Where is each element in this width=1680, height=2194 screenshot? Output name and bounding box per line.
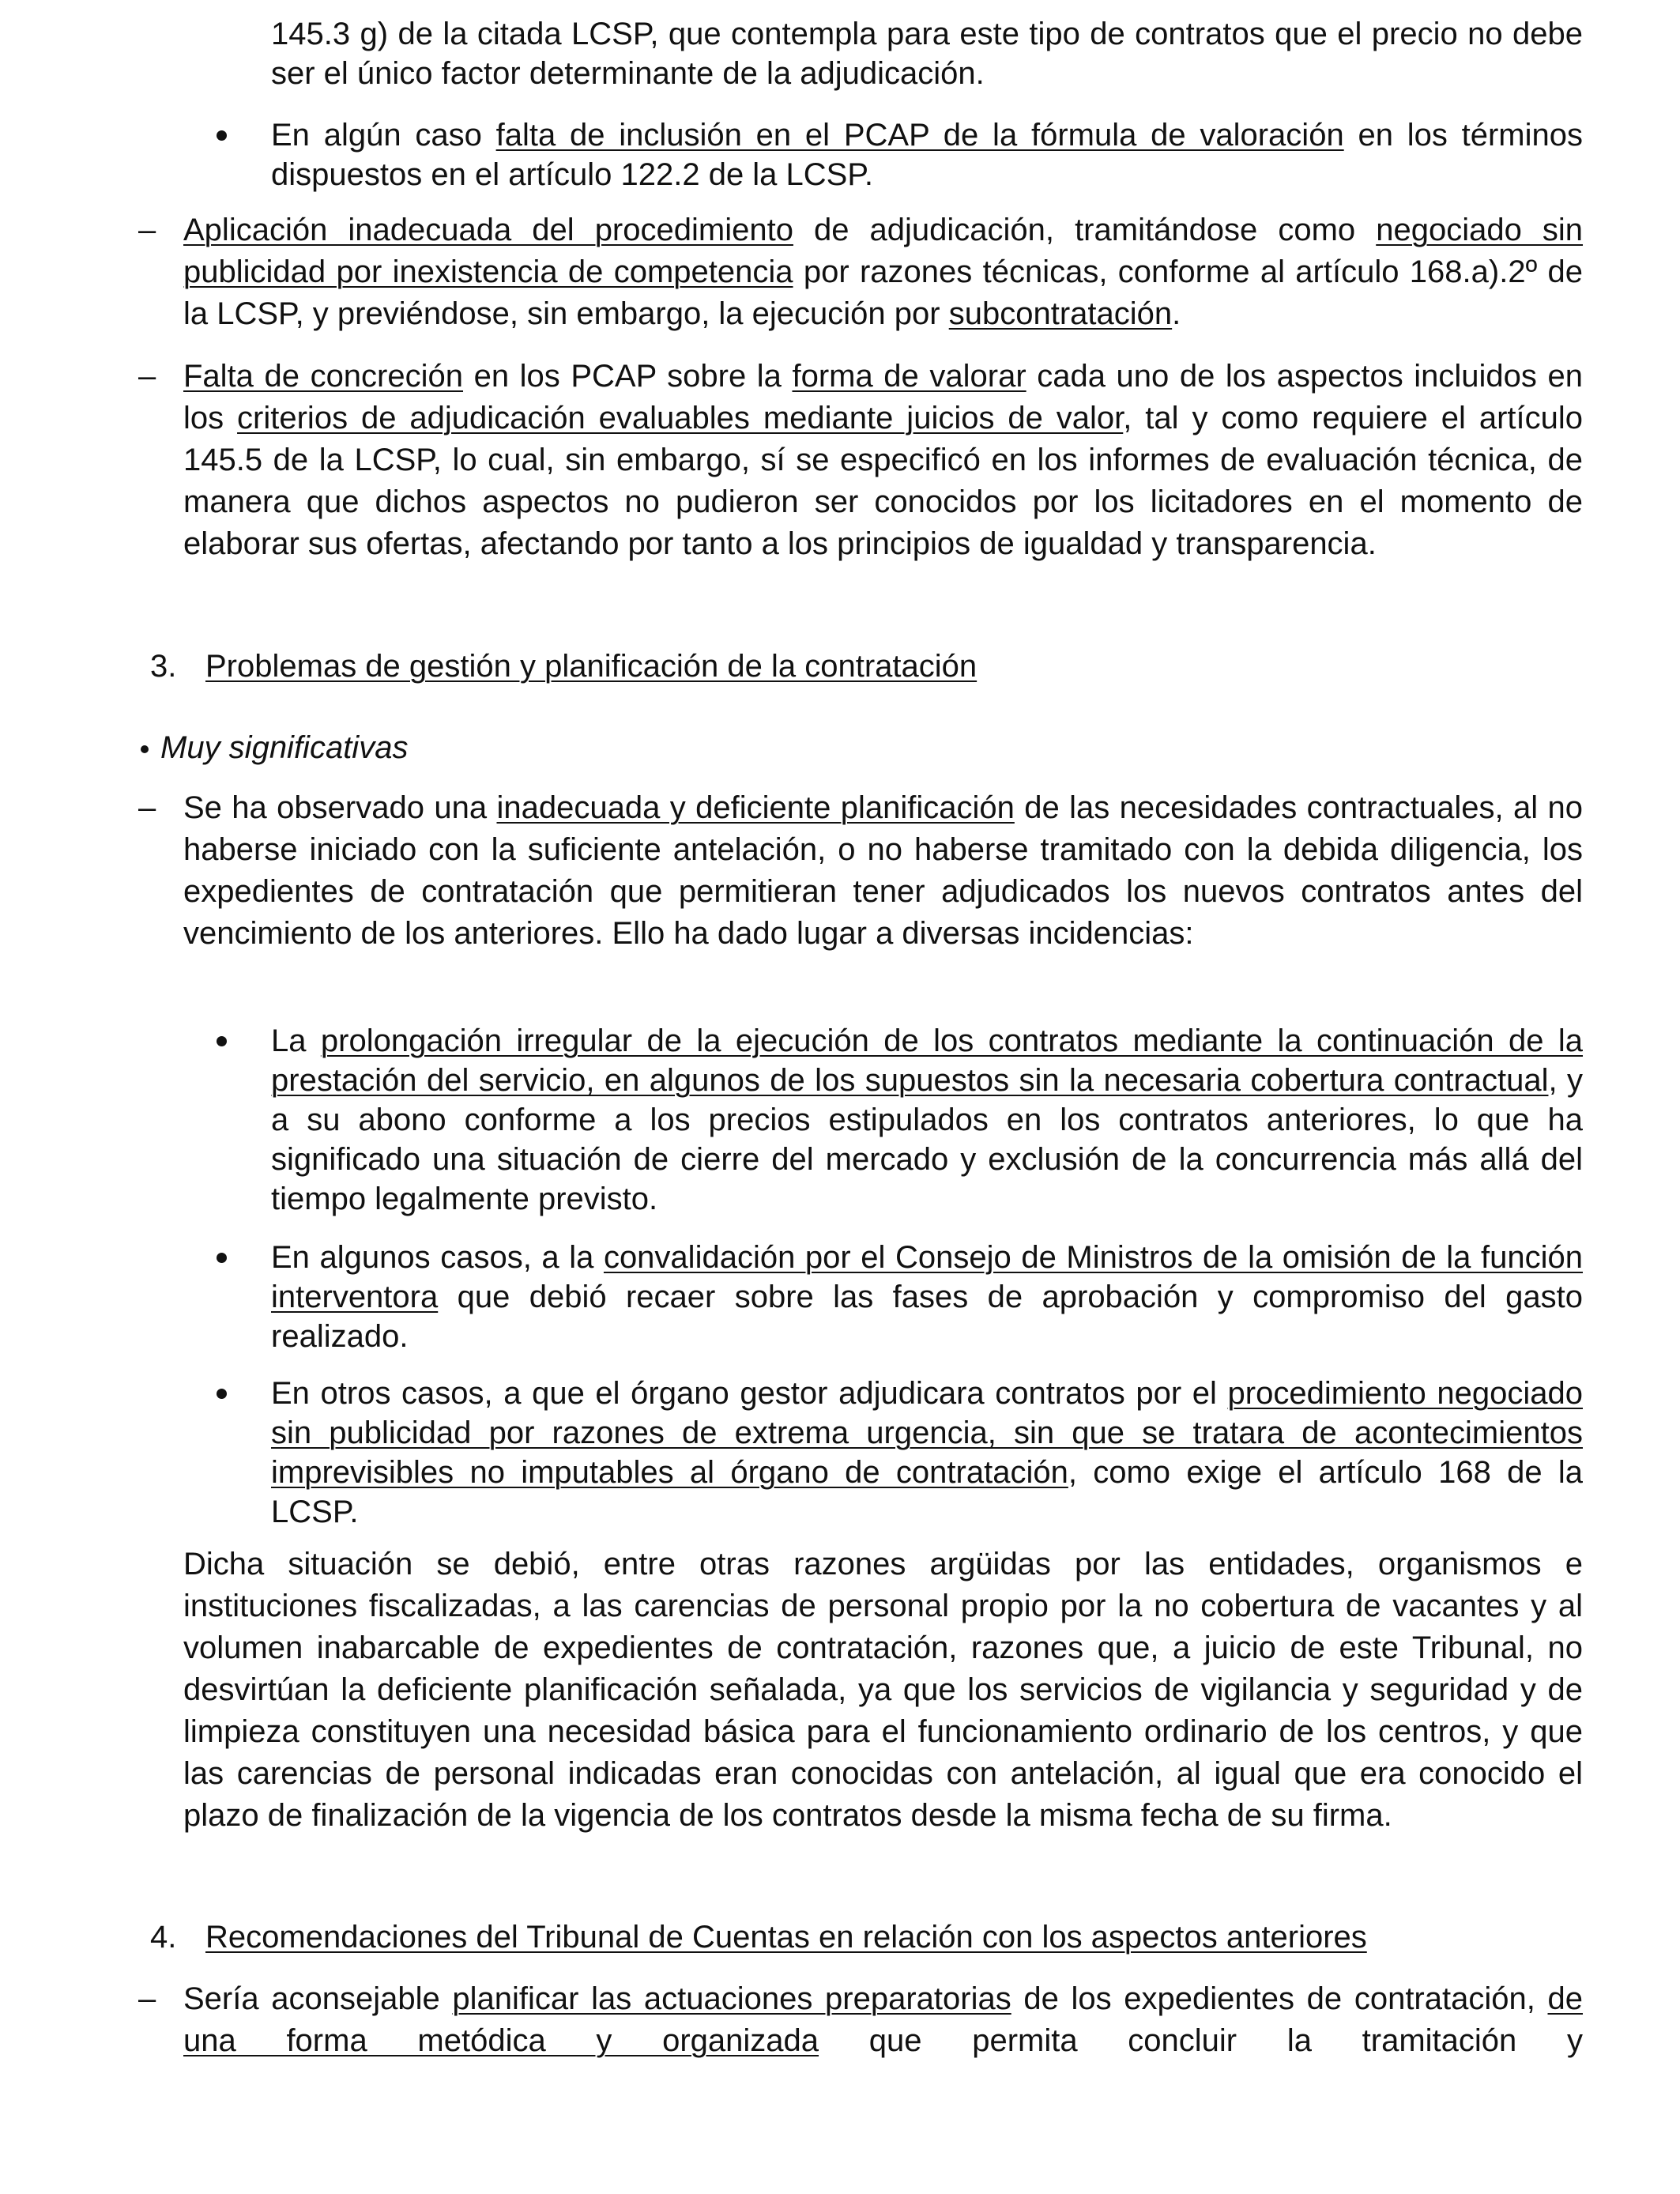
text-run: por razones técnicas, conforme al artículo 168.a).2º de la LCSP, y previéndose, sin embargo, la ejecución por <box>183 254 1583 331</box>
underlined-text: falta de inclusión en el PCAP de la fórmula de valoración <box>495 118 1344 153</box>
bullet-icon <box>217 1389 227 1399</box>
underlined-text: forma de valorar <box>792 359 1026 394</box>
text-run: que debió recaer sobre las fases de aprobación y compromiso del gasto realizado. <box>271 1280 1583 1354</box>
underlined-text: subcontratación <box>948 296 1173 331</box>
text-run: . <box>1172 296 1181 331</box>
underlined-text: negociado sin publicidad por inexistencia de competencia <box>183 213 1584 289</box>
dash-concrecion-text <box>183 356 1583 565</box>
text-run: de los expedientes de contratación, <box>1011 1981 1548 2016</box>
text-run: En otros casos, a que el órgano gestor adjudicara contratos por el <box>271 1376 1228 1411</box>
underlined-text: inadecuada y deficiente planificación <box>496 790 1015 825</box>
bullet-icon <box>217 130 227 141</box>
underlined-text: Falta de concreción <box>183 359 464 394</box>
text-run: En algunos casos, a la <box>271 1240 604 1275</box>
dash-aplicacion-text <box>183 209 1583 335</box>
underlined-text: prolongación irregular de la ejecución de los contratos mediante la continuación de la prestación del servicio, en algunos de los supuestos sin la necesaria cobertura contractual <box>271 1023 1584 1098</box>
category-label: Muy significativas <box>160 730 409 765</box>
text-run: que permita concluir la tramitación y <box>819 2023 1583 2058</box>
text-run: Se ha observado una <box>183 790 497 825</box>
section-number: 3. <box>150 649 177 684</box>
text-run: , y a su abono conforme a los precios estipulados en los contratos anteriores, lo que ha significado una situación de cierre del mercado y exclusión de la concurrencia más allá del tiempo legalmente previsto. <box>271 1063 1583 1216</box>
situacion-paragraph <box>183 1544 1583 1837</box>
underlined-text: de una forma metódica y organizada <box>183 1981 1583 2058</box>
text-run: en los términos dispuestos en el artículo 122.2 de la LCSP. <box>271 118 1583 192</box>
dash-recomendacion-text <box>183 1978 1583 2062</box>
text-run: Sería aconsejable <box>183 1981 453 2016</box>
bullet-icon <box>217 1036 227 1046</box>
text-run: cada uno de los aspectos incluidos en los <box>183 359 1583 435</box>
text-run: de adjudicación, tramitándose como <box>793 213 1377 247</box>
underlined-text: procedimiento negociado sin publicidad por razones de extrema urgencia, sin que se tratara de acontecimientos imprevisibles no imputables al órgano de contratación <box>271 1376 1583 1490</box>
bullet-valoracion-text <box>271 115 1583 194</box>
dash-marker: – <box>138 359 156 394</box>
underlined-text: Aplicación inadecuada del procedimiento <box>183 213 793 247</box>
text-run: , como exige el artículo 168 de la LCSP. <box>271 1455 1583 1529</box>
section-title: Recomendaciones del Tribunal de Cuentas en relación con los aspectos anteriores <box>205 1920 1367 1955</box>
dash-marker: – <box>138 1981 156 2016</box>
continuation-text <box>271 14 1583 93</box>
text-run: , tal y como requiere el artículo 145.5 de la LCSP, lo cual, sin embargo, sí se especificó en los informes de evaluación técnica, de manera que dichos aspectos no pudieron ser conocidos por los licitadores en el momento de elaborar sus ofertas, afectando por tanto a los principios de igualdad y transparencia. <box>183 401 1583 561</box>
dash-marker: – <box>138 790 156 825</box>
underlined-text: planificar las actuaciones preparatorias <box>452 1981 1011 2016</box>
dash-marker: – <box>138 213 156 247</box>
bullet-icon <box>217 1253 227 1263</box>
bullet-prolongacion-text <box>271 1021 1583 1219</box>
text-run: La <box>271 1023 321 1058</box>
text-run: en los PCAP sobre la <box>463 359 793 394</box>
section-title: Problemas de gestión y planificación de la contratación <box>205 649 977 684</box>
bullet-urgencia-text <box>271 1374 1583 1532</box>
section-number: 4. <box>150 1920 177 1955</box>
bullet-icon <box>141 745 149 753</box>
bullet-convalidacion-text <box>271 1238 1583 1356</box>
dash-planificacion-text <box>183 787 1583 955</box>
underlined-text: criterios de adjudicación evaluables mediante juicios de valor <box>237 401 1124 435</box>
text-run: En algún caso <box>271 118 496 153</box>
text-run: de las necesidades contractuales, al no haberse iniciado con la suficiente antelación, o no haberse tramitado con la debida diligencia, los expedientes de contratación que permitieran tener adjudicados los nuevos contratos antes del vencimiento de los anteriores. Ello ha dado lugar a diversas incidencias: <box>183 790 1584 951</box>
text-run: Dicha situación se debió, entre otras razones argüidas por las entidades, organismos e instituciones fiscalizadas, a las carencias de personal propio por la no cobertura de vacantes y al volumen inabarcable de expedientes de contratación, razones que, a juicio de este Tribunal, no desvirtúan la deficiente planificación señalada, ya que los servicios de vigilancia y seguridad y de limpieza constituyen una necesidad básica para el funcionamiento ordinario de los centros, y que las carencias de personal indicadas eran conocidas con antelación, al igual que era conocido el plazo de finalización de la vigencia de los contratos desde la misma fecha de su firma. <box>183 1547 1583 1833</box>
continuation-line: 145.3 g) de la citada LCSP, que contempla para este tipo de contratos que el precio no debe ser el único factor determinante de la adjudicación. <box>271 17 1583 91</box>
underlined-text: convalidación por el Consejo de Ministros de la omisión de la función interventora <box>271 1240 1583 1314</box>
